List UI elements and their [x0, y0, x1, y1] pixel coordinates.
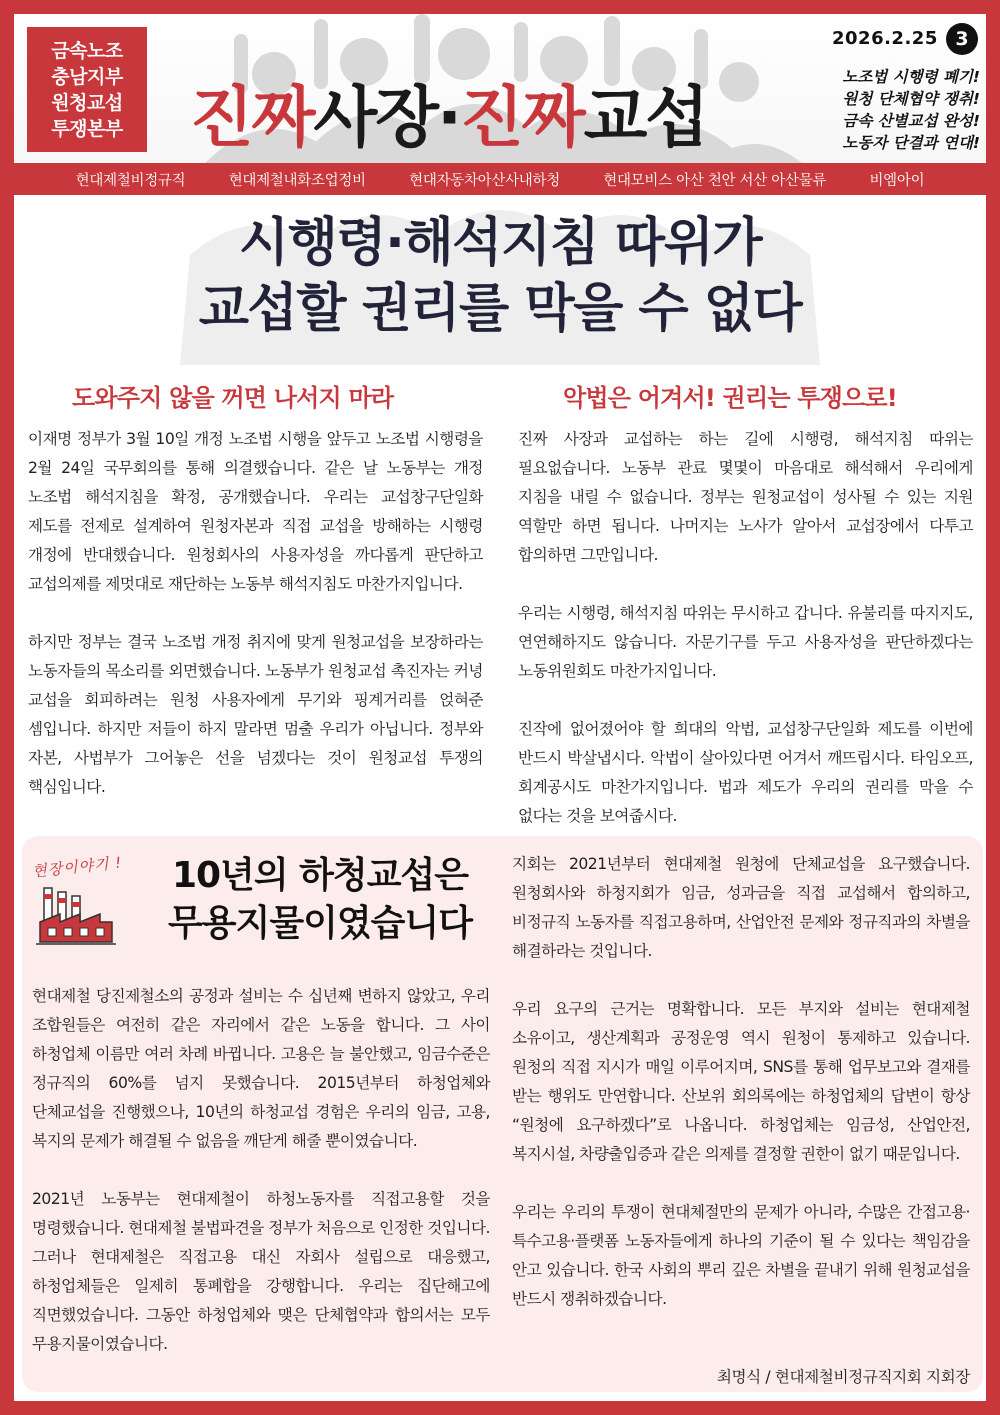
paragraph: 현대제철 당진제철소의 공정과 설비는 수 십년째 변하지 않았고, 우리 조합원들은 여전히 같은 자리에서 같은 노동을 합니다. 그 사이 하청업체 이름만 여러 차례 바뀝니다. 고용은 늘 불안했고, 임금수준은 정규직의 60%를 넘지 못했습니다. 2015년부터 하청업체와 단체교섭을 진행했으나, 10년의 하청교섭 경험은 우리의 임금, 고용, 복지의 문제가 해결될 수 없음을 깨닫게 해줄 뿐이였습니다. — [32, 987, 490, 1150]
page-number-badge: 3 — [946, 23, 978, 55]
union-line: 금속노조 — [51, 39, 123, 62]
affiliates-bar — [14, 163, 986, 195]
slogan: 금속 산별교섭 완성! — [842, 112, 980, 130]
union-line: 충남지부 — [51, 65, 123, 88]
paragraph: 하지만 정부는 결국 노조법 개정 취지에 맞게 원청교섭을 보장하라는 노동자들의 목소리를 외면했습니다. 노동부가 원청교섭 촉진자는 커녕 교섭을 회피하려는 원청 사용자에게 무기와 핑계거리를 얹혀준 셈입니다. 하지만 저들이 하지 말라면 멈출 우리가 아닙니다. 정부와 자본, 사법부가 그어놓은 선을 넘겠다는 것이 원청교섭 투쟁의 핵심입니다. — [28, 633, 483, 796]
slogan: 노조법 시행령 폐기! — [842, 68, 980, 86]
union-line: 투쟁본부 — [51, 117, 123, 140]
affiliate-item: 현대모비스 아산 천안 서산 아산물류 — [603, 172, 827, 189]
right-column-text — [518, 425, 973, 831]
slogan: 노동자 단결과 연대! — [842, 134, 980, 152]
title-line: 무용지물이였습니다 — [168, 903, 472, 944]
paragraph: 진짜 사장과 교섭하는 하는 길에 시행령, 해석지침 따위는 필요없습니다. 노동부 관료 몇몇이 마음대로 해석해서 우리에게 지침을 내릴 수 없습니다. 정부는 원청교섭이 성사될 수 있는 지원 역할만 하면 됩니다. 나머지는 노사가 알아서 교섭장에서 다투고 합의하면 그만입니다. — [518, 430, 973, 564]
paragraph: 우리는 시행령, 해석지침 따위는 무시하고 갑니다. 유불리를 따지지도, 연연해하지도 않습니다. 자문기구를 두고 사용자성을 판단하겠다는 노동위원회도 마찬가지입니다. — [518, 604, 973, 680]
field-story-title — [130, 852, 510, 948]
paragraph: 이재명 정부가 3월 10일 개정 노조법 시행을 앞두고 노조법 시행령을 2월 24일 국무회의를 통해 의결했습니다. 같은 날 노동부는 개정 노조법 해석지침을 확정, 공개했습니다. 우리는 교섭창구단일화 제도를 전제로 설계하여 원청자본과 직접 교섭을 방해하는 시행령 개정에 반대했습니다. 원청회사의 사용자성을 까다롭게 판단하고 교섭의제를 제멋대로 재단하는 노동부 해석지침도 마찬가지입니다. — [28, 430, 483, 593]
title-line: 10년의 하청교섭은 — [171, 855, 469, 896]
issue-date: 2026.2.25 — [832, 28, 938, 49]
paragraph: 지회는 2021년부터 현대제철 원청에 단체교섭을 요구했습니다. 원청회사와 하청지회가 임금, 성과금을 직접 교섭해서 합의하고, 비정규직 노동자를 직접고용하며, 산업안전 문제와 정규직과의 차별을 해결하라는 것입니다. — [512, 855, 970, 960]
paragraph: 우리는 우리의 투쟁이 현대체절만의 문제가 아니라, 수많은 간접고용·특수고용·플랫폼 노동자들에게 하나의 기준이 될 수 있다는 책임감을 안고 있습니다. 한국 사회의 뿌리 깊은 차별을 끝내기 위해 원청교섭을 반드시 쟁취하겠습니다. — [512, 1203, 970, 1308]
title-part: 사장 — [313, 79, 438, 156]
field-story-right-text — [512, 850, 970, 1314]
factory-icon — [36, 878, 116, 948]
masthead-title — [190, 78, 790, 168]
title-part: 진짜 — [190, 79, 314, 156]
right-subhead: 악법은 어겨서! 권리는 투쟁으로! — [563, 384, 897, 412]
field-story-badge: 현장이야기 ! — [31, 853, 123, 881]
paragraph: 우리 요구의 근거는 명확합니다. 모든 부지와 설비는 현대제철 소유이고, 생산계획과 공정운영 역시 원청이 통제하고 있습니다. 원청의 직접 지시가 매일 이루어지며, SNS를 통해 업무보고와 결재를 받는 행위도 만연합니다. 산보위 회의록에는 하청업체의 답변이 항상 “원청에 요구하겠다”로 나옵니다. 하청업체는 임금성, 산업안전, 복지시설, 차량출입증과 같은 의제를 결정할 권한이 없기 때문입니다. — [512, 1000, 970, 1163]
paragraph: 진작에 없어졌어야 할 희대의 악법, 교섭창구단일화 제도를 이번에 반드시 박살냅시다. 악법이 살아있다면 어겨서 깨뜨립시다. 타임오프, 회계공시도 마찬가지입니다. 법과 제도가 우리의 권리를 막을 수 없다는 것을 보여줍시다. — [518, 720, 973, 825]
affiliate-item: 현대제철내화조업정비 — [228, 172, 366, 189]
affiliate-item: 비엠아이 — [869, 172, 925, 189]
headline-line: 교섭할 권리를 막을 수 없다 — [198, 279, 802, 339]
union-line: 원청교섭 — [51, 91, 123, 114]
union-label-box — [27, 27, 147, 152]
slogans — [800, 66, 980, 154]
slogan: 원청 단체협약 쟁취! — [842, 90, 980, 108]
affiliate-item: 현대제철비정규직 — [75, 172, 186, 189]
title-part: 교섭 — [583, 79, 708, 156]
left-subhead: 도와주지 않을 꺼면 나서지 마라 — [72, 384, 394, 412]
title-part: · — [437, 79, 461, 156]
author-signature: 최명식 / 현대제철비정규직지회 지회장 — [716, 1368, 970, 1386]
headline — [0, 210, 1000, 342]
headline-line: 시행령·해석지침 따위가 — [238, 213, 762, 273]
paragraph: 2021년 노동부는 현대제철이 하청노동자를 직접고용할 것을 명령했습니다. 현대제철 불법파견을 정부가 처음으로 인정한 것입니다. 그러나 현대제철은 직접고용 대신 자회사 설립으로 대응했고, 하청업체들은 일제히 통폐합을 강행합니다. 우리는 집단해고에 직면했었습니다. 그동안 하청업체와 맺은 단체협약과 합의서는 모두 무용지물이였습니다. — [32, 1190, 490, 1353]
field-story-left-text — [32, 982, 490, 1359]
affiliate-item: 현대자동차아산사내하청 — [409, 172, 560, 189]
title-part: 진짜 — [460, 79, 584, 156]
left-column-text — [28, 425, 483, 802]
